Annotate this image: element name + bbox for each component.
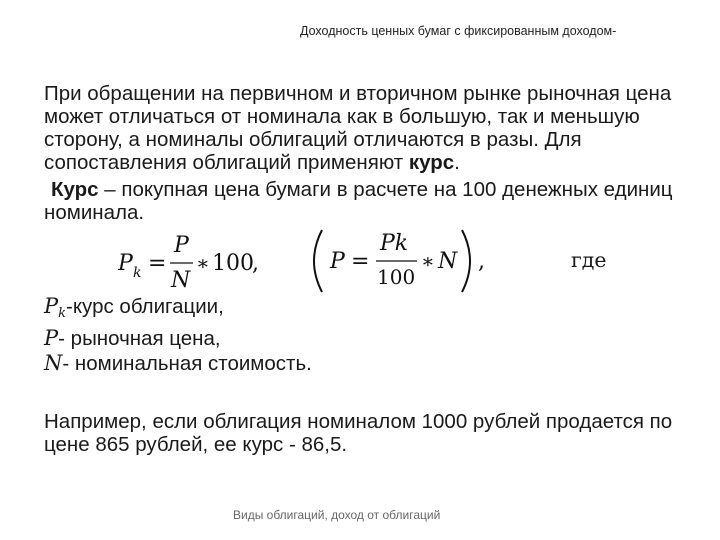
formula2-lhs: P [330,249,345,274]
formula2-multiplier: N [438,249,458,274]
formula-kurs [118,232,278,296]
formula2-eq: = [351,249,370,274]
paragraph-definition [44,178,694,224]
formula1-lhs-sub: k [133,265,142,281]
formula1-trail: , [252,251,259,276]
definition-text: - номинальная стоимость. [62,352,312,375]
definition-symbol: P [44,326,59,350]
paragraph-intro-text: При обращении на первичном и вторичном рынке рыночная цена может отличаться от номинала как в большую, так и меньшую сторону, а номиналы облигаций отличаются в разы. Для сопоставления облигаций применяют [44,82,672,174]
gde-label: где [571,248,607,272]
formula2-denominator: 100 [377,265,416,289]
formula2-operator: ∗ [421,249,435,273]
slide-footer: Виды облигаций, доход от облигаций [233,508,441,522]
formula2-trail: , [478,249,485,274]
formula1-denominator: N [171,268,191,293]
definition-item [44,351,644,376]
paragraph-intro [44,82,694,174]
formula1-eq: = [148,251,167,276]
definition-text: - рыночная цена, [58,327,221,350]
formula2-left-paren [314,230,322,292]
definition-symbol-sub: k [58,306,67,321]
formula2-numerator: Pk [380,231,409,256]
slide-header: Доходность ценных бумаг с фиксированным доходом- [300,24,617,38]
kurs-term: курс [408,151,455,174]
definition-symbol: N [44,351,63,375]
definition-symbol: P [44,294,59,318]
definition-item [44,294,644,326]
paragraph-example: Например, если облигация номиналом 1000 рублей продается по цене 865 рублей, ее курс - 86,5. [44,410,673,456]
formula2-right-paren [462,230,470,292]
formula1-operator: ∗ [196,251,210,275]
formula-price [306,226,506,296]
formula1-lhs: P [118,251,133,276]
definition-text: -курс облигации, [66,295,224,318]
formula-row [0,226,720,296]
definition-item [44,326,644,351]
formula1-numerator: P [174,233,189,258]
formula1-multiplier: 100 [212,251,254,276]
kurs-term-definition: Курс [51,178,99,201]
paragraph-intro-end: . [454,151,460,174]
definitions-list [44,294,644,376]
paragraph-definition-text: – покупная цена бумаги в расчете на 100 денежных единиц номинала. [44,178,673,224]
